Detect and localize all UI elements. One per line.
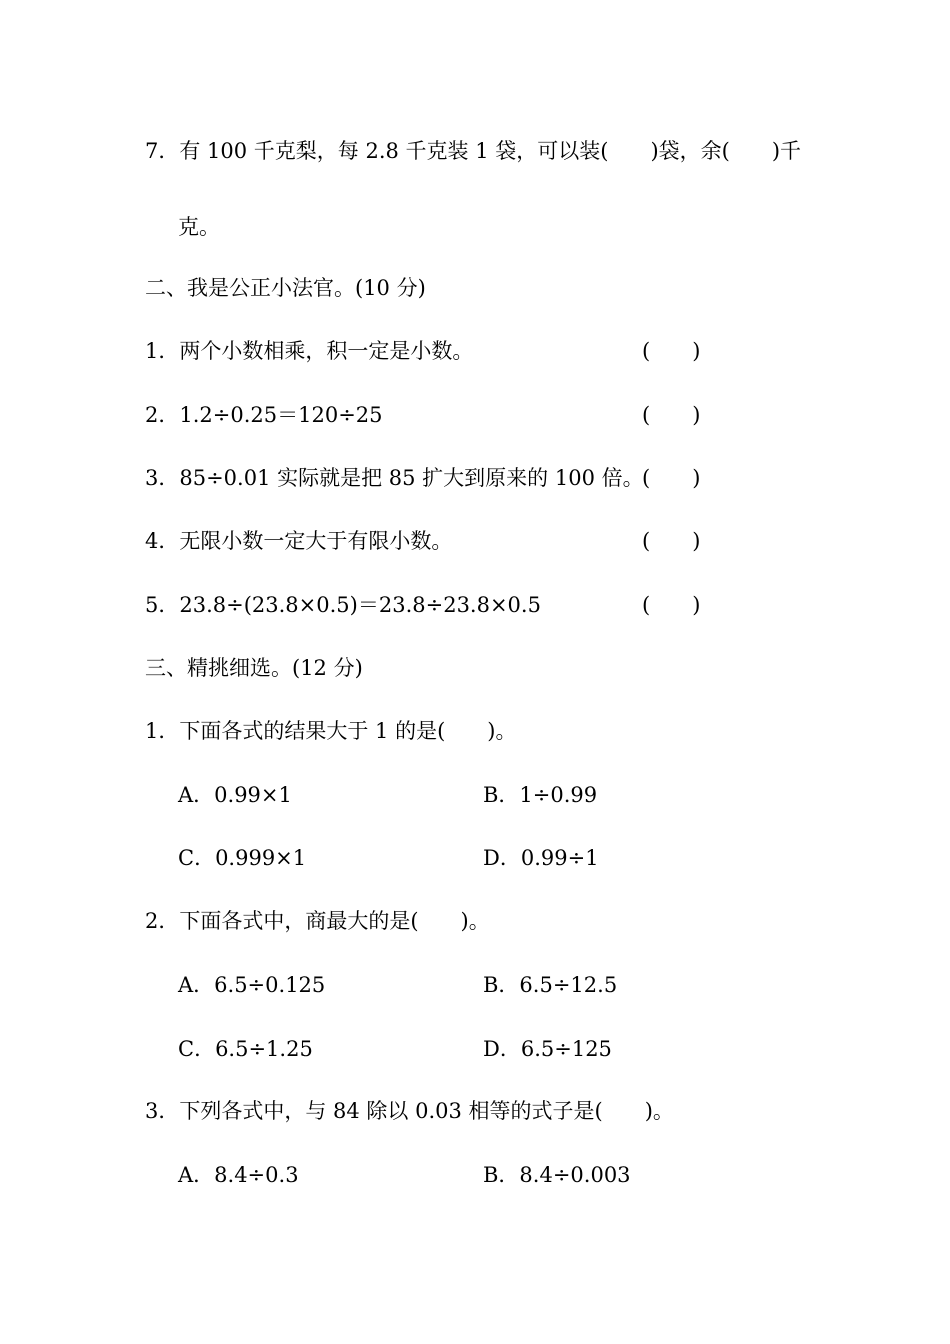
judge-item-4: 4．无限小数一定大于有限小数。 (145, 529, 453, 553)
choice-question-2-option-c[interactable]: C．6.5÷1.25 (178, 1037, 313, 1061)
judge-answer-blank-3[interactable]: ( ) (642, 466, 701, 490)
choice-question-2-option-a[interactable]: A．6.5÷0.125 (178, 973, 326, 997)
choice-question-1-option-a[interactable]: A．0.99×1 (178, 783, 292, 807)
judge-answer-blank-4[interactable]: ( ) (642, 529, 701, 553)
choice-question-2-option-d[interactable]: D．6.5÷125 (483, 1037, 612, 1061)
section-3-heading: 三、精挑细选。(12 分) (145, 656, 363, 680)
choice-question-2-stem: 2．下面各式中，商最大的是( )。 (145, 909, 490, 933)
judge-item-2: 2．1.2÷0.25＝120÷25 (145, 403, 383, 427)
judge-item-3: 3．85÷0.01 实际就是把 85 扩大到原来的 100 倍。 (145, 466, 644, 490)
choice-question-1-stem: 1．下面各式的结果大于 1 的是( )。 (145, 719, 517, 743)
judge-answer-blank-5[interactable]: ( ) (642, 593, 701, 617)
choice-question-3-option-a[interactable]: A．8.4÷0.3 (178, 1163, 299, 1187)
choice-question-1-option-b[interactable]: B．1÷0.99 (483, 783, 598, 807)
choice-question-3-stem: 3．下列各式中，与 84 除以 0.03 相等的式子是( )。 (145, 1099, 674, 1123)
judge-answer-blank-2[interactable]: ( ) (642, 403, 701, 427)
question-7-line-2: 克。 (178, 215, 220, 239)
choice-question-2-option-b[interactable]: B．6.5÷12.5 (483, 973, 618, 997)
judge-answer-blank-1[interactable]: ( ) (642, 339, 701, 363)
choice-question-3-option-b[interactable]: B．8.4÷0.003 (483, 1163, 631, 1187)
section-2-heading: 二、我是公正小法官。(10 分) (145, 276, 426, 300)
judge-item-5: 5．23.8÷(23.8×0.5)＝23.8÷23.8×0.5 (145, 593, 541, 617)
question-7-line-1: 7．有 100 千克梨，每 2.8 千克装 1 袋，可以装( )袋，余( )千 (145, 139, 802, 163)
judge-item-1: 1．两个小数相乘，积一定是小数。 (145, 339, 474, 363)
choice-question-1-option-d[interactable]: D．0.99÷1 (483, 846, 599, 870)
choice-question-1-option-c[interactable]: C．0.999×1 (178, 846, 307, 870)
